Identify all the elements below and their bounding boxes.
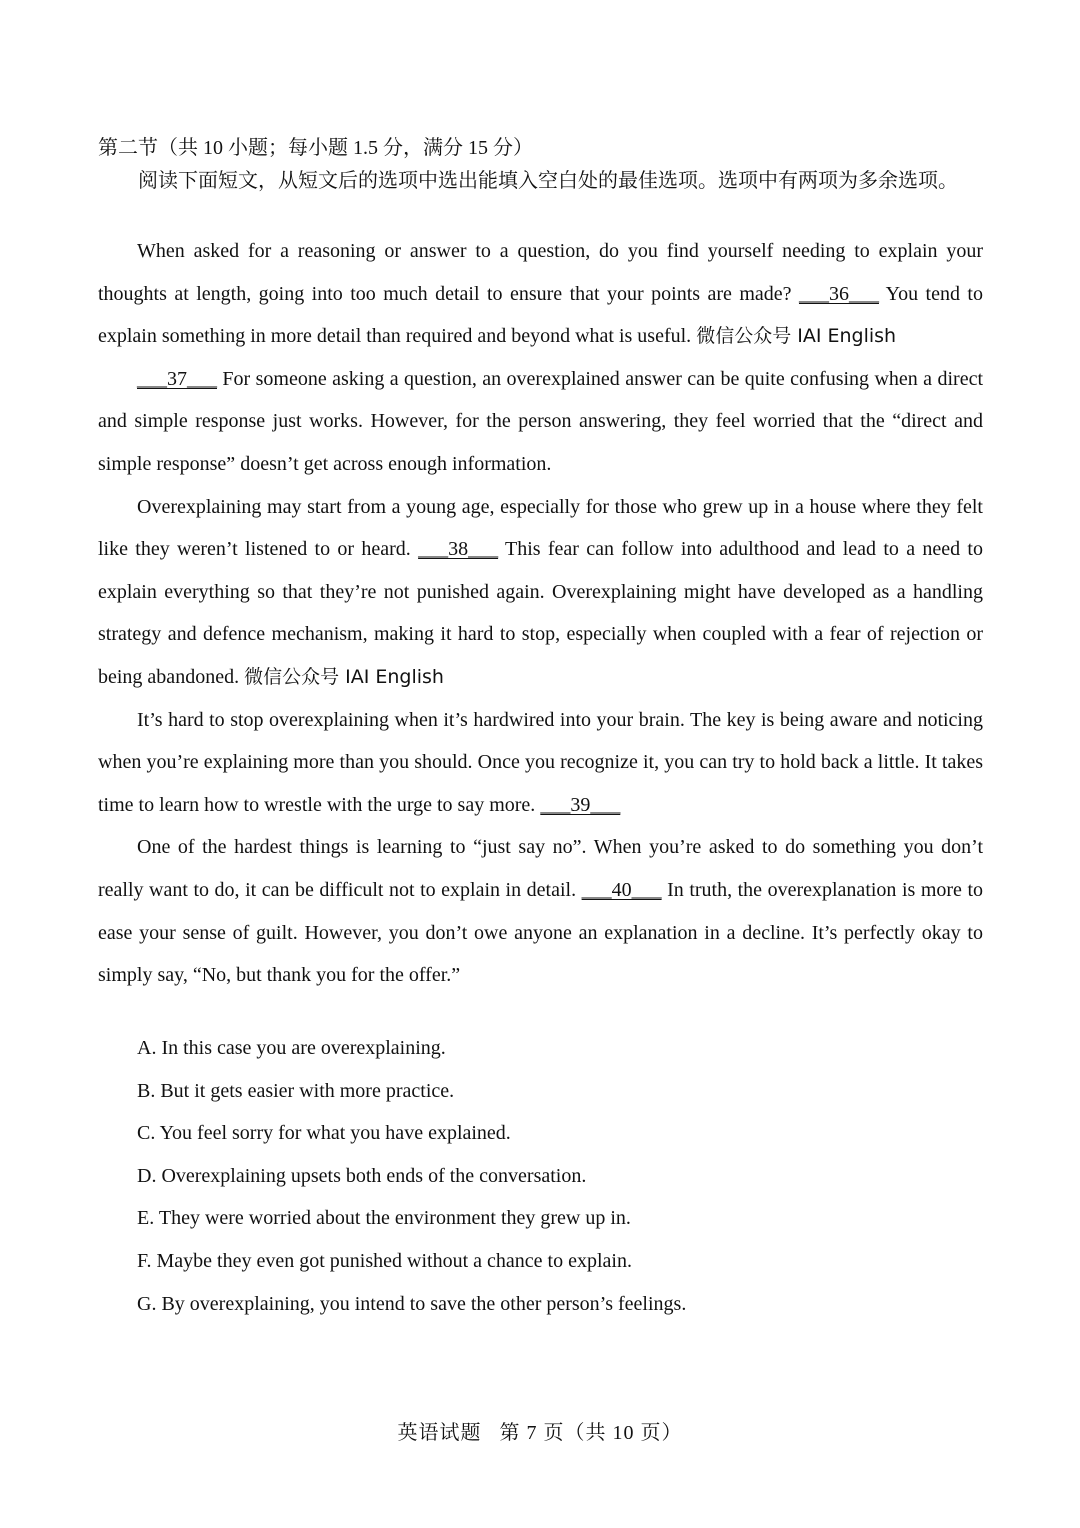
paragraph-text: In truth, the overexplanation is more to ease your sense of guilt. However, you don’t owe anyone an explanation in a decline. It’s perfectly okay to simply say, “No, but thank you for the offer.” xyxy=(98,878,984,987)
paragraph-text: It’s hard to stop overexplaining when it’s hardwired into your brain. The key is being aware and noticing when you’re explaining more than you should. Once you recognize it, you can try to hold back a little. It takes time to learn how to wrestle with the urge to say more. xyxy=(98,708,983,816)
watermark-text: 微信公众号 IAI English xyxy=(244,665,444,688)
option-b: B. But it gets easier with more practice. xyxy=(137,1079,455,1102)
answer-options xyxy=(137,1027,983,1325)
section-header: 第二节（共 10 小题；每小题 1.5 分，满分 15 分） xyxy=(98,137,533,159)
blank-36: ___36___ xyxy=(798,282,879,305)
section-instruction: 阅读下面短文，从短文后的选项中选出能填入空白处的最佳选项。选项中有两项为多余选项。 xyxy=(138,170,958,192)
footer-subject: 英语试题 xyxy=(397,1422,482,1444)
paragraph-text: When asked for a reasoning or answer to a question, do you find yourself needing to explain your thoughts at length, going into too much detail to ensure that your points are made? xyxy=(98,240,983,305)
footer-page-number: 第 7 页（共 10 页） xyxy=(499,1422,683,1444)
paragraph-text: You tend to explain something in more detail than required and beyond what is useful. xyxy=(98,282,983,348)
blank-39: ___39___ xyxy=(540,793,621,816)
option-g: G. By overexplaining, you intend to save the other person’s feelings. xyxy=(137,1292,687,1315)
passage-paragraph-3 xyxy=(98,486,983,699)
passage-paragraph-4 xyxy=(98,699,983,827)
option-c: C. You feel sorry for what you have explained. xyxy=(137,1122,511,1145)
passage-paragraph-5 xyxy=(98,826,983,996)
option-d: D. Overexplaining upsets both ends of the conversation. xyxy=(137,1164,587,1187)
page-footer xyxy=(0,1418,1080,1448)
passage-paragraph-2 xyxy=(98,358,983,486)
paragraph-text: Overexplaining may start from a young age, especially for those who grew up in a house where they felt like they weren’t listened to or heard. xyxy=(98,495,983,561)
option-a: A. In this case you are overexplaining. xyxy=(137,1037,446,1059)
option-e: E. They were worried about the environment they grew up in. xyxy=(137,1207,631,1230)
passage-paragraph-1 xyxy=(98,230,983,358)
option-f: F. Maybe they even got punished without a chance to explain. xyxy=(137,1249,632,1272)
paragraph-text: This fear can follow into adulthood and lead to a need to explain everything so that they’re not punished again. Overexplaining might have developed as a handling strategy and defence mechanism, making it hard to stop, especially when coupled with a fear of rejection or being abandoned. xyxy=(98,538,983,688)
blank-37: ___37___ xyxy=(137,367,217,390)
paragraph-text: For someone asking a question, an overexplained answer can be quite confusing when a direct and simple response just works. However, for the person answering, they feel worried that the “direct and simple response” doesn’t get across enough information. xyxy=(98,367,983,475)
reading-passage xyxy=(98,230,983,997)
blank-40: ___40___ xyxy=(581,878,662,901)
paragraph-text: One of the hardest things is learning to “just say no”. When you’re asked to do something you don’t really want to do, it can be difficult not to explain in detail. xyxy=(98,836,983,901)
blank-38: ___38___ xyxy=(418,538,499,561)
watermark-text: 微信公众号 IAI English xyxy=(696,325,897,348)
